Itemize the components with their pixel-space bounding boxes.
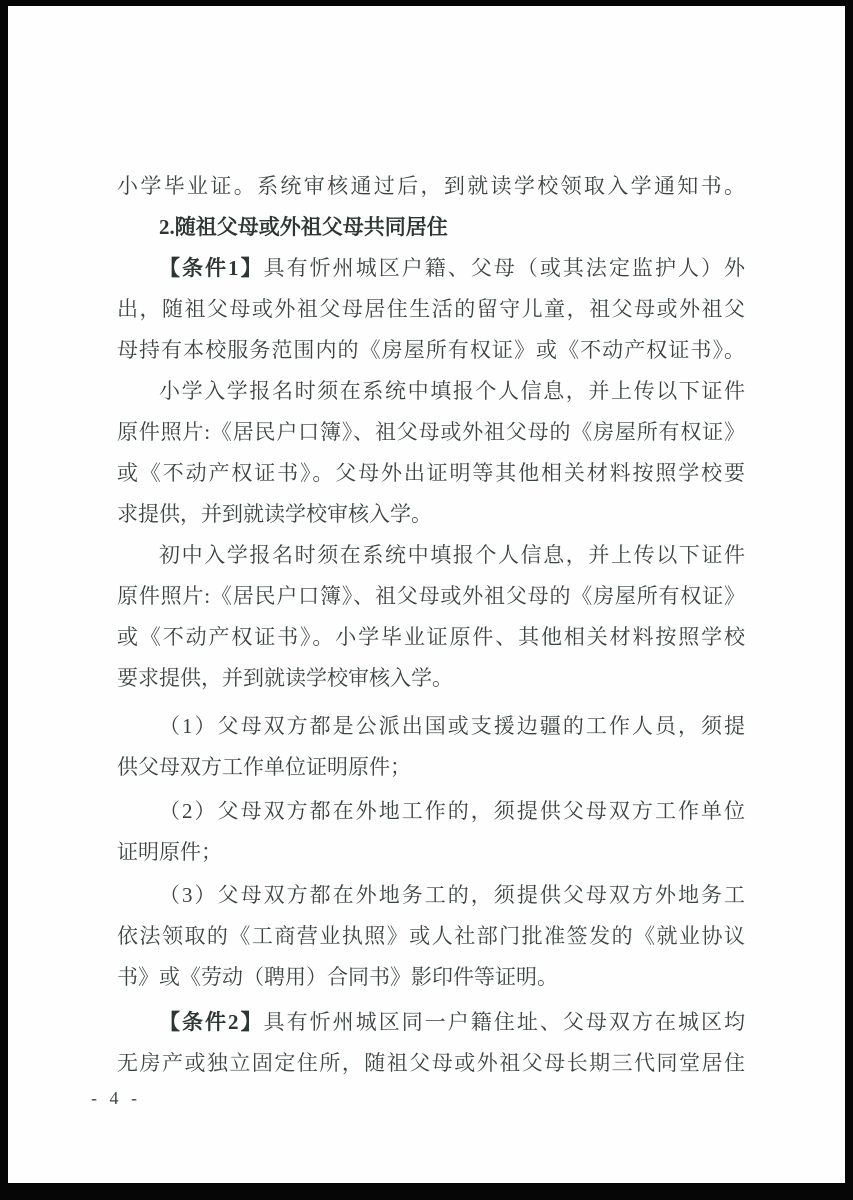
text-line: [117, 166, 745, 207]
body-text: （2）父母双方都在外地工作的，须提供父母双方工作单位: [159, 799, 745, 823]
bold-text: 【条件2】: [159, 1010, 264, 1034]
body-text: 要求提供，并到就读学校审核入学。: [117, 666, 453, 690]
body-text: 母持有本校服务范围内的《房屋所有权证》或《不动产权证书》。: [117, 338, 745, 362]
text-line: [117, 453, 745, 494]
body-text: 证明原件；: [117, 840, 222, 864]
text-line: [117, 207, 745, 248]
text-line: [117, 371, 745, 412]
text-line: [117, 791, 745, 832]
body-text: 供父母双方工作单位证明原件；: [117, 755, 411, 779]
body-text: 初中入学报名时须在系统中填报个人信息，并上传以下证件: [159, 543, 745, 567]
text-line: [117, 412, 745, 453]
text-line: [117, 248, 745, 289]
text-line: [117, 576, 745, 617]
text-line: [117, 875, 745, 916]
body-text: 小学毕业证。系统审核通过后，到就读学校领取入学通知书。: [117, 174, 745, 198]
text-line: [117, 916, 745, 957]
body-text: 小学入学报名时须在系统中填报个人信息，并上传以下证件: [159, 379, 745, 403]
text-line: [117, 330, 745, 371]
body-text: 或《不动产权证书》。父母外出证明等其他相关材料按照学校要: [117, 461, 745, 485]
body-text: 原件照片:《居民户口簿》、祖父母或外祖父母的《房屋所有权证》: [117, 420, 745, 444]
text-line: [117, 957, 745, 998]
document-page: [8, 6, 845, 1183]
body-text: 具有忻州城区户籍、父母（或其法定监护人）外: [263, 256, 746, 280]
body-text: 求提供，并到就读学校审核入学。: [117, 502, 432, 526]
text-line: [117, 1043, 745, 1084]
text-line: [117, 494, 745, 535]
text-line: [117, 1002, 745, 1043]
body-text: 具有忻州城区同一户籍住址、父母双方在城区均: [263, 1010, 746, 1034]
document-body: [117, 166, 745, 1084]
body-text: （1）父母双方都是公派出国或支援边疆的工作人员，须提: [159, 714, 745, 738]
text-line: [117, 832, 745, 873]
text-line: [117, 747, 745, 788]
bold-text: 2.随祖父母或外祖父母共同居住: [159, 215, 448, 239]
body-text: （3）父母双方都在外地务工的，须提供父母双方外地务工: [159, 883, 745, 907]
body-text: 原件照片:《居民户口簿》、祖父母或外祖父母的《房屋所有权证》: [117, 584, 745, 608]
text-line: [117, 706, 745, 747]
text-line: [117, 289, 745, 330]
text-line: [117, 535, 745, 576]
text-line: [117, 617, 745, 658]
text-line: [117, 658, 745, 699]
page-number: - 4 -: [91, 1088, 141, 1108]
body-text: 或《不动产权证书》。小学毕业证原件、其他相关材料按照学校: [117, 625, 745, 649]
bold-text: 【条件1】: [159, 256, 264, 280]
body-text: 书》或《劳动（聘用）合同书》影印件等证明。: [117, 965, 558, 989]
body-text: 无房产或独立固定住所，随祖父母或外祖父母长期三代同堂居住: [117, 1051, 745, 1075]
body-text: 出，随祖父母或外祖父母居住生活的留守儿童，祖父母或外祖父: [117, 297, 745, 321]
body-text: 依法领取的《工商营业执照》或人社部门批准签发的《就业协议: [117, 924, 745, 948]
